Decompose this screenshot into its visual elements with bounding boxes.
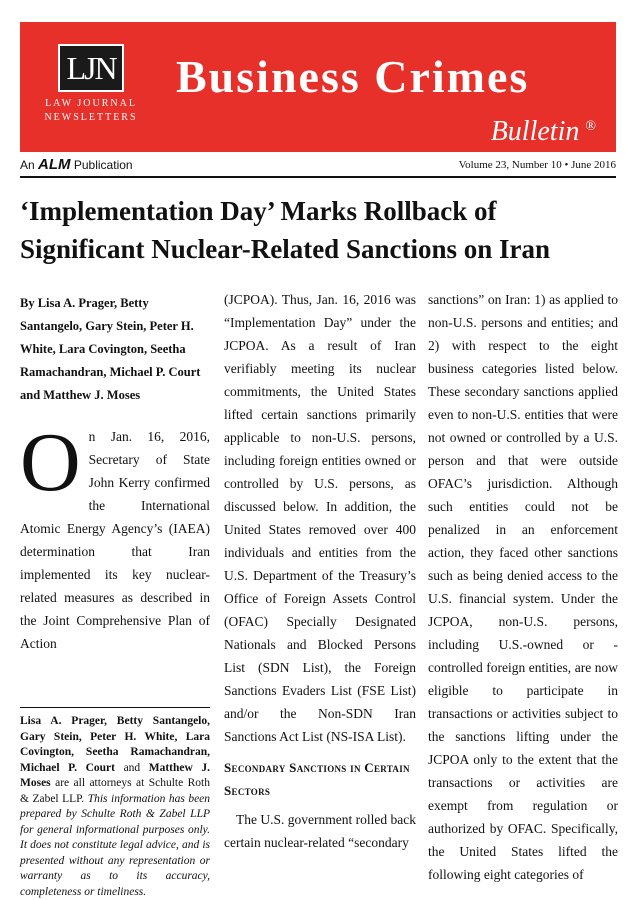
footnote-and: and [123,761,141,774]
newsletter-subtitle [491,116,596,148]
footnote-names: Lisa A. Prager, Betty Santangelo, Gary Stein, Peter H. White, Lara Covington, Seetha Ramachandran, Michael P. Court [20,715,210,774]
column-1 [20,288,210,900]
column-2 [224,288,416,854]
logo-line-2: NEWSLETTERS [44,112,138,123]
article-headline: ‘Implementation Day’ Marks Rollback of Significant Nuclear-Related Sanctions on Iran [20,196,551,264]
publisher-publication: Publication [73,158,133,172]
masthead [20,22,616,152]
column-3 [428,288,618,886]
author-footnote [20,714,210,900]
lede-text: n Jan. 16, 2016, Secretary of State John Kerry confirmed the International Atomic Energy Agency’s (IAEA) determination that Iran implemented its key nuclear-related measures as described in the Joint Comprehensive Plan of Action [20,429,210,651]
publisher-an: An [20,158,35,172]
publication-bar [20,156,616,174]
column-2-paragraph-2: The U.S. government rolled back certain nuclear-related “secondary [224,812,416,850]
footnote-affiliation: are all attorneys at Schulte Roth & Zabel LLP. [20,777,210,805]
column-3-paragraph: sanctions” on Iran: 1) as applied to non-U.S. persons and entities; and 2) with respect to the eight business categories listed below. These secondary sanctions applied even to non-U.S. entities that were not owned or controlled by a U.S. person and that were outside OFAC’s jurisdiction. Although such entities could not be penalized in an enforcement action, they faced other sanctions such as being denied access to the U.S. financial system. Under the JCPOA, non-U.S. persons, including U.S.-owned or -controlled foreign entities, are now eligible to participate in transactions or activities subject to the sanctions lifting under the JCPOA only to the extent that the transactions or activities are exempt from regulation or authorized by OFAC. Specifically, the United States lifted the following eight categories of [428,292,618,882]
alm-logo: ALM [38,156,71,173]
drop-cap: O [20,416,81,509]
footnote-divider [20,707,210,708]
issue-info: Volume 23, Number 10 • June 2016 [458,159,616,171]
subtitle-text: Bulletin [490,116,580,147]
logo-mark: LJN [58,44,124,92]
logo-line-1: LAW JOURNAL [45,98,137,109]
ljn-logo [36,44,146,144]
lede-paragraph [20,416,210,655]
footnote-disclaimer: This information has been prepared by Schulte Roth & Zabel LLP for general informational purposes only. It does not constitute legal advice, and is presented without any representation or warranty as to its accuracy, completeness or timeliness. [20,792,211,898]
section-subhead: Secondary Sanctions in Certain Sectors [224,760,410,798]
footnote-last-name: Matthew J. Moses [20,761,211,789]
publisher-credit [20,156,133,174]
byline: By Lisa A. Prager, Betty Santangelo, Gary Stein, Peter H. White, Lara Covington, Seetha Ramachandran, Michael P. Court and Matthew J. Moses [20,296,201,402]
registered-mark: ® [585,118,596,134]
newsletter-title: Business Crimes [176,51,530,102]
column-2-paragraph: (JCPOA). Thus, Jan. 16, 2016 was “Implementation Day” under the JCPOA. As a result of Iran verifiably meeting its nuclear commitments, the United States lifted certain sanctions primarily applicable to non-U.S. persons, including foreign entities owned or controlled by U.S. persons, as discussed below. In addition, the United States removed over 400 individuals and entities from the U.S. Department of the Treasury’s Office of Foreign Assets Control (OFAC) Specially Designated Nationals and Blocked Persons List (SDN List), the Foreign Sanctions Evaders List (FSE List) and/or the Non-SDN Iran Sanctions Act List (NS-ISA List). [224,292,416,744]
header-divider [20,176,616,178]
